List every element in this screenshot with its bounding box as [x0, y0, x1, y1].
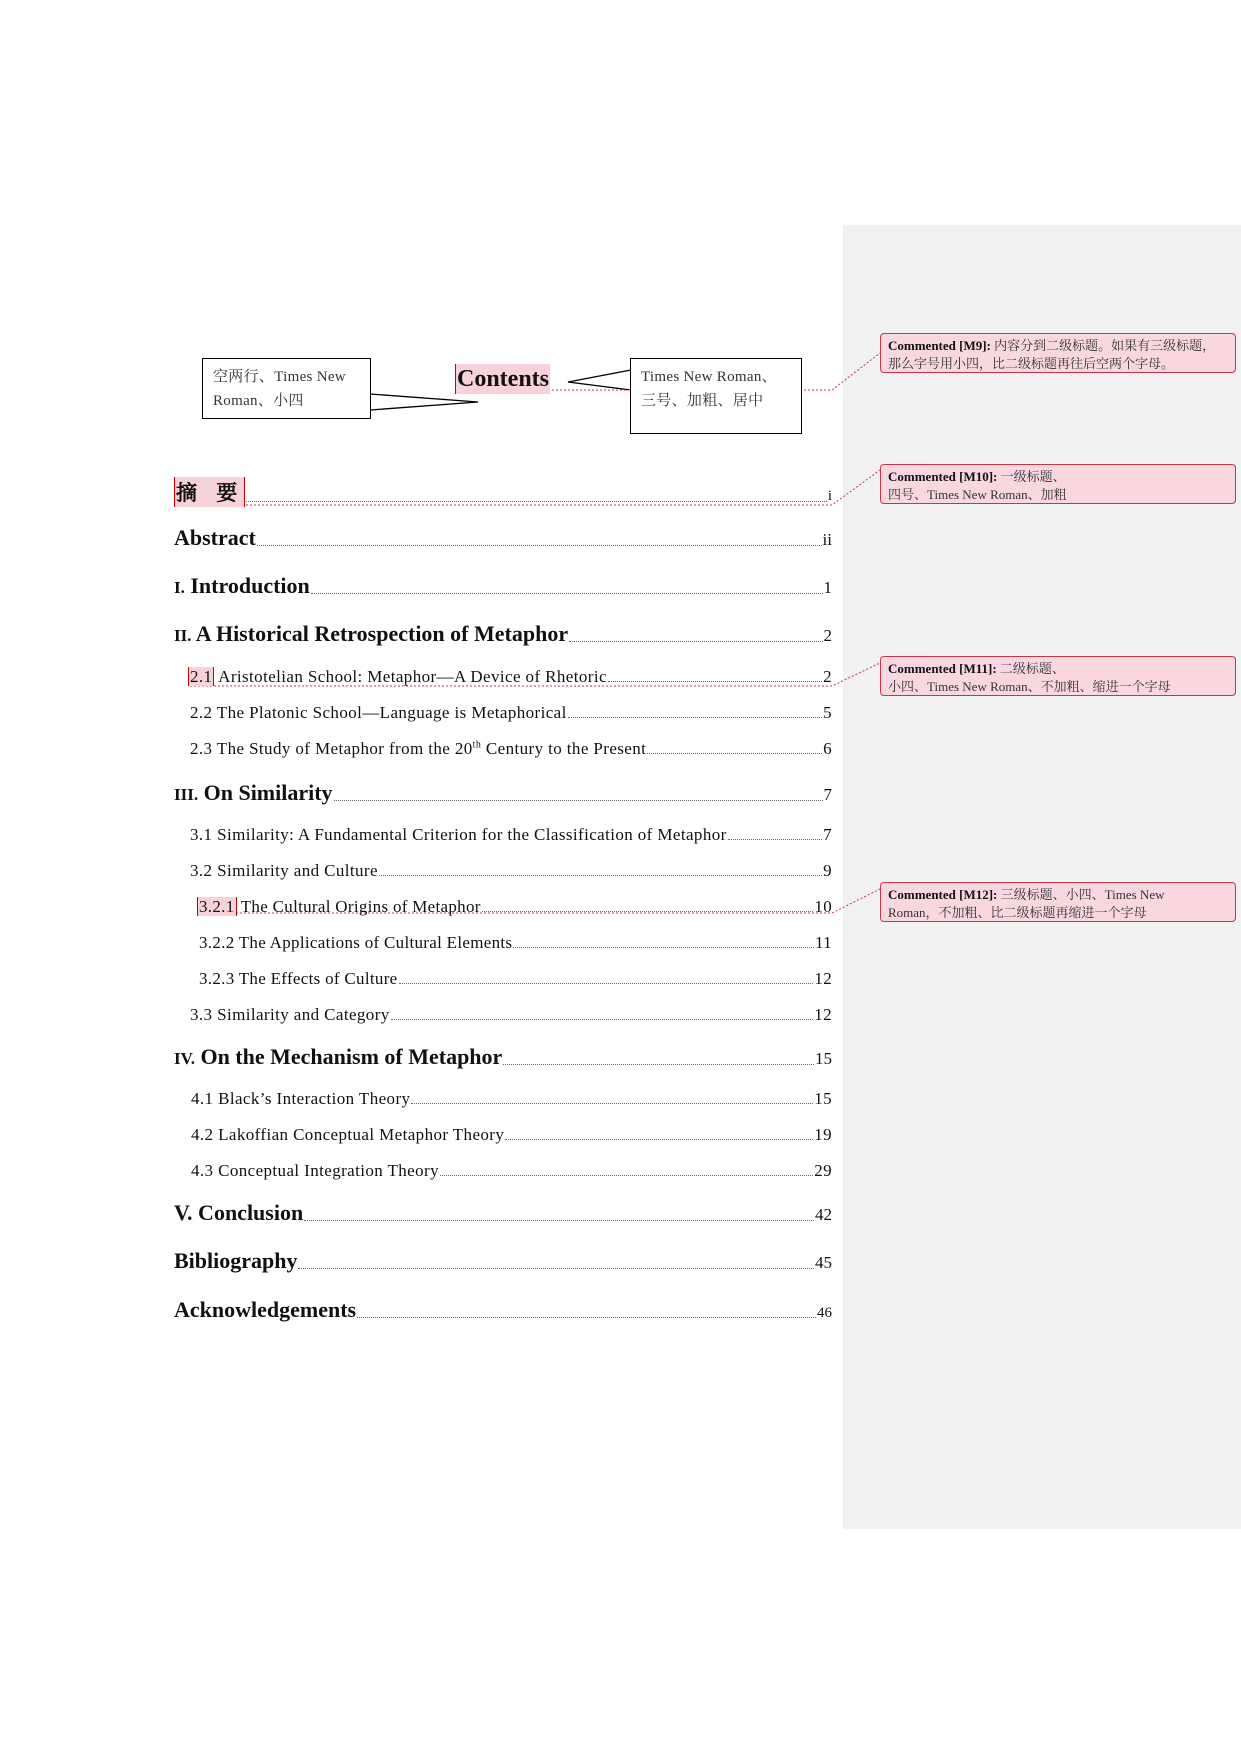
dot-leader: [334, 799, 823, 801]
callout-text: 三号、加粗、居中: [641, 393, 764, 409]
toc-entry-title: Bibliography: [174, 1248, 298, 1273]
dot-leader: [379, 874, 822, 876]
dot-leader: [257, 544, 822, 546]
dot-leader: [608, 680, 822, 682]
toc-entry-4-3[interactable]: [191, 1161, 832, 1181]
toc-page-number: 42: [815, 1205, 832, 1224]
dot-leader: [391, 1018, 814, 1020]
comment-m11[interactable]: [880, 656, 1236, 696]
right-format-callout: [630, 358, 802, 434]
comment-label: Commented [M11]:: [888, 661, 997, 676]
dot-leader: [357, 1316, 816, 1318]
toc-entry-title: On Similarity: [203, 780, 333, 805]
toc-entry-title: V. Conclusion: [174, 1200, 304, 1225]
toc-entry-title: 2.2 The Platonic School—Language is Metaphorical: [190, 703, 567, 722]
page-title: Contents: [457, 366, 550, 392]
toc-section-number: 2.1: [190, 667, 213, 686]
dot-leader: [246, 500, 827, 502]
toc-section-number: 3.2.1: [199, 897, 235, 916]
toc-entry-title: 4.3 Conceptual Integration Theory: [191, 1161, 439, 1180]
toc-entry-chapter-2[interactable]: [174, 621, 832, 647]
toc-entry-abstract-zh[interactable]: [174, 477, 832, 507]
toc-entry-abstract[interactable]: [174, 525, 832, 551]
comment-text: 三级标题、小四、Times New: [1000, 887, 1165, 902]
toc-page-number: 12: [814, 1005, 832, 1024]
toc-page-number: 5: [823, 703, 832, 722]
toc-chapter-number: IV.: [174, 1049, 195, 1068]
dot-leader: [647, 752, 822, 754]
comment-text: 四号、Times New Roman、加粗: [888, 487, 1067, 502]
toc-entry-title: A Historical Retrospection of Metaphor: [195, 621, 569, 646]
comment-text: Roman，不加粗、比二级标题再缩进一个字母: [888, 905, 1147, 920]
toc-entry-chapter-4[interactable]: [174, 1044, 832, 1070]
toc-page-number: 1: [823, 578, 832, 597]
dot-leader: [304, 1219, 814, 1221]
toc-entry-title: 3.2.3 The Effects of Culture: [199, 969, 398, 988]
toc-entry-title: On the Mechanism of Metaphor: [200, 1044, 503, 1069]
toc-page-number: 10: [814, 897, 832, 916]
toc-entry-title: Abstract: [174, 525, 256, 550]
toc-chapter-number: I.: [174, 578, 185, 597]
toc-entry-3-2-3[interactable]: [199, 969, 832, 989]
dot-leader: [728, 838, 822, 840]
comment-m10[interactable]: [880, 464, 1236, 504]
comment-m9[interactable]: [880, 333, 1236, 373]
dot-leader: [298, 1267, 814, 1269]
toc-entry-3-3[interactable]: [190, 1005, 832, 1025]
toc-entry-chapter-3[interactable]: [174, 780, 832, 806]
dot-leader: [569, 640, 822, 642]
toc-entry-4-1[interactable]: [191, 1089, 832, 1109]
comment-label: Commented [M10]:: [888, 469, 998, 484]
dot-leader: [440, 1174, 813, 1176]
toc-page-number: 6: [823, 739, 832, 758]
toc-chapter-number: II.: [174, 626, 192, 645]
toc-page-number: 9: [823, 861, 832, 880]
toc-entry-title: 3.3 Similarity and Category: [190, 1005, 390, 1024]
toc-entry-title: 3.1 Similarity: A Fundamental Criterion for the Classification of Metaphor: [190, 825, 727, 844]
toc-entry-title: 3.2 Similarity and Culture: [190, 861, 378, 880]
toc-page-number: 29: [814, 1161, 832, 1180]
toc-entry-3-2-1[interactable]: [197, 897, 832, 917]
comment-text: 二级标题、: [999, 661, 1065, 676]
toc-page-number: 45: [815, 1253, 832, 1272]
toc-entry-3-2[interactable]: [190, 861, 832, 881]
dot-leader: [411, 1102, 813, 1104]
toc-page-number: 11: [815, 933, 832, 952]
dot-leader: [568, 716, 822, 718]
comment-text: 那么字号用小四，比二级标题再往后空两个字母。: [888, 356, 1175, 371]
dot-leader: [399, 982, 814, 984]
toc-page-number: 7: [823, 785, 832, 804]
toc-page-number: 15: [815, 1049, 832, 1068]
toc-page-number: 46: [817, 1305, 832, 1321]
comment-text: 小四、Times New Roman、不加粗、缩进一个字母: [888, 679, 1171, 694]
toc-page-number: 2: [823, 626, 832, 645]
toc-entry-3-2-2[interactable]: [199, 933, 832, 953]
toc-entry-title: Introduction: [190, 573, 310, 598]
toc-entry-2-2[interactable]: [190, 703, 832, 723]
comment-text: 一级标题、: [1000, 469, 1066, 484]
right-callout-pointer: [568, 370, 631, 390]
callout-text: 空两行、Times New: [213, 369, 346, 385]
toc-entry-conclusion[interactable]: [174, 1200, 832, 1226]
comment-label: Commented [M9]:: [888, 338, 991, 353]
toc-entry-introduction[interactable]: [174, 573, 832, 599]
toc-page-number: 12: [814, 969, 832, 988]
comment-text: 内容分到二级标题。如果有三级标题，: [994, 338, 1216, 353]
toc-entry-title: 2.3 The Study of Metaphor from the 20th Century to the Present: [190, 739, 647, 758]
toc-entry-4-2[interactable]: [191, 1125, 832, 1145]
left-format-callout: [202, 358, 371, 419]
toc-entry-title: 摘 要: [174, 477, 245, 507]
toc-page-number: 19: [814, 1125, 832, 1144]
toc-page-number: 2: [823, 667, 832, 686]
dot-leader: [513, 946, 814, 948]
toc-entry-bibliography[interactable]: [174, 1248, 832, 1274]
toc-entry-title: Aristotelian School: Metaphor—A Device of Rhetoric: [218, 667, 607, 686]
comment-label: Commented [M12]:: [888, 887, 998, 902]
toc-page-number: 7: [823, 825, 832, 844]
toc-entry-title: The Cultural Origins of Metaphor: [240, 897, 481, 916]
dot-leader: [311, 592, 823, 594]
toc-page-number: 15: [814, 1089, 832, 1108]
toc-entry-title: 3.2.2 The Applications of Cultural Elements: [199, 933, 513, 952]
callout-text: Times New Roman、: [641, 369, 777, 385]
toc-entry-title: 4.1 Black’s Interaction Theory: [191, 1089, 411, 1108]
toc-page-number: ii: [822, 530, 832, 549]
toc-page-number: i: [827, 488, 832, 504]
toc-entry-title: Acknowledgements: [174, 1297, 357, 1322]
dot-leader: [482, 910, 814, 912]
toc-entry-2-3[interactable]: [190, 739, 832, 759]
toc-entry-title: 4.2 Lakoffian Conceptual Metaphor Theory: [191, 1125, 505, 1144]
toc-entry-2-1[interactable]: [188, 667, 832, 687]
toc-chapter-number: III.: [174, 785, 199, 804]
callout-text: Roman、小四: [213, 393, 304, 409]
dot-leader: [505, 1138, 813, 1140]
left-callout-pointer: [370, 394, 478, 410]
comment-m12[interactable]: [880, 882, 1236, 922]
toc-entry-3-1[interactable]: [190, 825, 832, 845]
dot-leader: [503, 1063, 814, 1065]
toc-entry-acknowledgements[interactable]: [174, 1297, 832, 1323]
